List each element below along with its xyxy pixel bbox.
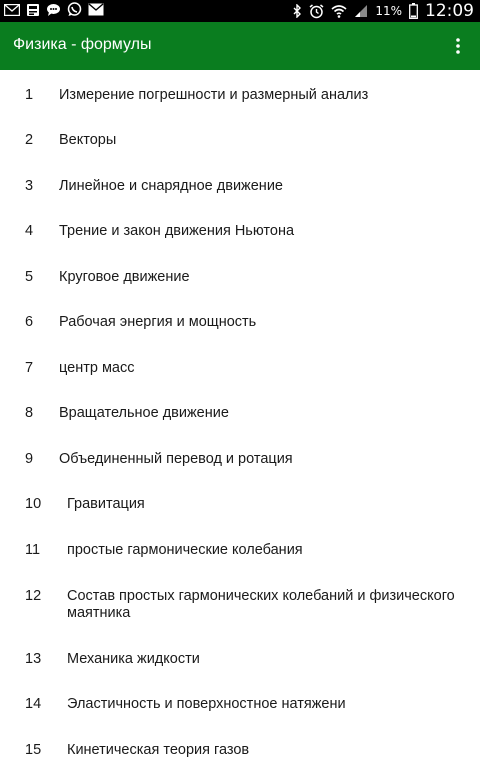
item-number: 2 [25,132,34,148]
item-title: Механика жидкости [67,651,200,667]
battery-icon [409,3,418,19]
item-title: простые гармонические колебания [67,542,303,558]
item-number: 12 [25,588,42,604]
topic-list [0,70,480,768]
list-item[interactable] [0,314,480,354]
overflow-menu-button[interactable] [448,35,468,57]
battery-percentage: 11% [375,4,402,18]
item-title: Векторы [59,132,117,148]
list-item[interactable] [0,542,480,582]
system-icons [293,1,474,21]
item-number: 7 [25,360,34,376]
list-item[interactable] [0,360,480,400]
app-title: Физика - формулы [13,36,152,53]
item-title: Гравитация [67,496,145,512]
wifi-icon [331,4,347,18]
item-title: центр масс [59,360,135,376]
item-number: 10 [25,496,42,512]
list-item[interactable] [0,178,480,218]
item-number: 4 [25,223,34,239]
item-title: Круговое движение [59,269,190,285]
notification-icons [4,2,104,17]
bluetooth-icon [293,4,302,18]
message-icon [88,3,104,16]
mail-icon [4,4,20,16]
item-title: Вращательное движение [59,405,229,421]
list-item[interactable] [0,451,480,491]
item-number: 3 [25,178,34,194]
more-vert-icon [456,38,460,54]
item-title: Объединенный перевод и ротация [59,451,293,467]
list-item[interactable] [0,496,480,536]
item-number: 5 [25,269,34,285]
item-number: 8 [25,405,34,421]
list-item[interactable] [0,742,480,766]
item-number: 1 [25,87,34,103]
item-number: 11 [25,542,41,558]
item-number: 6 [25,314,34,330]
chat-bubble-icon [46,3,61,17]
app-bar [0,22,480,70]
item-title: Линейное и снарядное движение [59,178,283,194]
clock: 12:09 [425,1,474,21]
signal-icon [354,4,368,18]
item-title: Рабочая энергия и мощность [59,314,257,330]
item-number: 9 [25,451,34,467]
item-number: 13 [25,651,42,667]
list-item[interactable] [0,269,480,309]
item-title: Измерение погрешности и размерный анализ [59,87,369,103]
list-item[interactable] [0,132,480,172]
item-number: 14 [25,696,42,712]
alarm-icon [309,4,324,19]
item-number: 15 [25,742,42,758]
newspaper-icon [26,3,40,17]
list-item[interactable] [0,651,480,691]
item-title: Эластичность и поверхностное натяжени [67,696,346,712]
list-item[interactable] [0,405,480,445]
list-item[interactable] [0,588,480,646]
status-bar [0,0,480,22]
item-title: Кинетическая теория газов [67,742,250,758]
list-item[interactable] [0,87,480,127]
item-title: Состав простых гармонических колебаний и физического маятника [67,588,455,621]
list-item[interactable] [0,223,480,263]
whatsapp-icon [67,2,82,17]
item-title: Трение и закон движения Ньютона [59,223,295,239]
list-item[interactable] [0,696,480,736]
